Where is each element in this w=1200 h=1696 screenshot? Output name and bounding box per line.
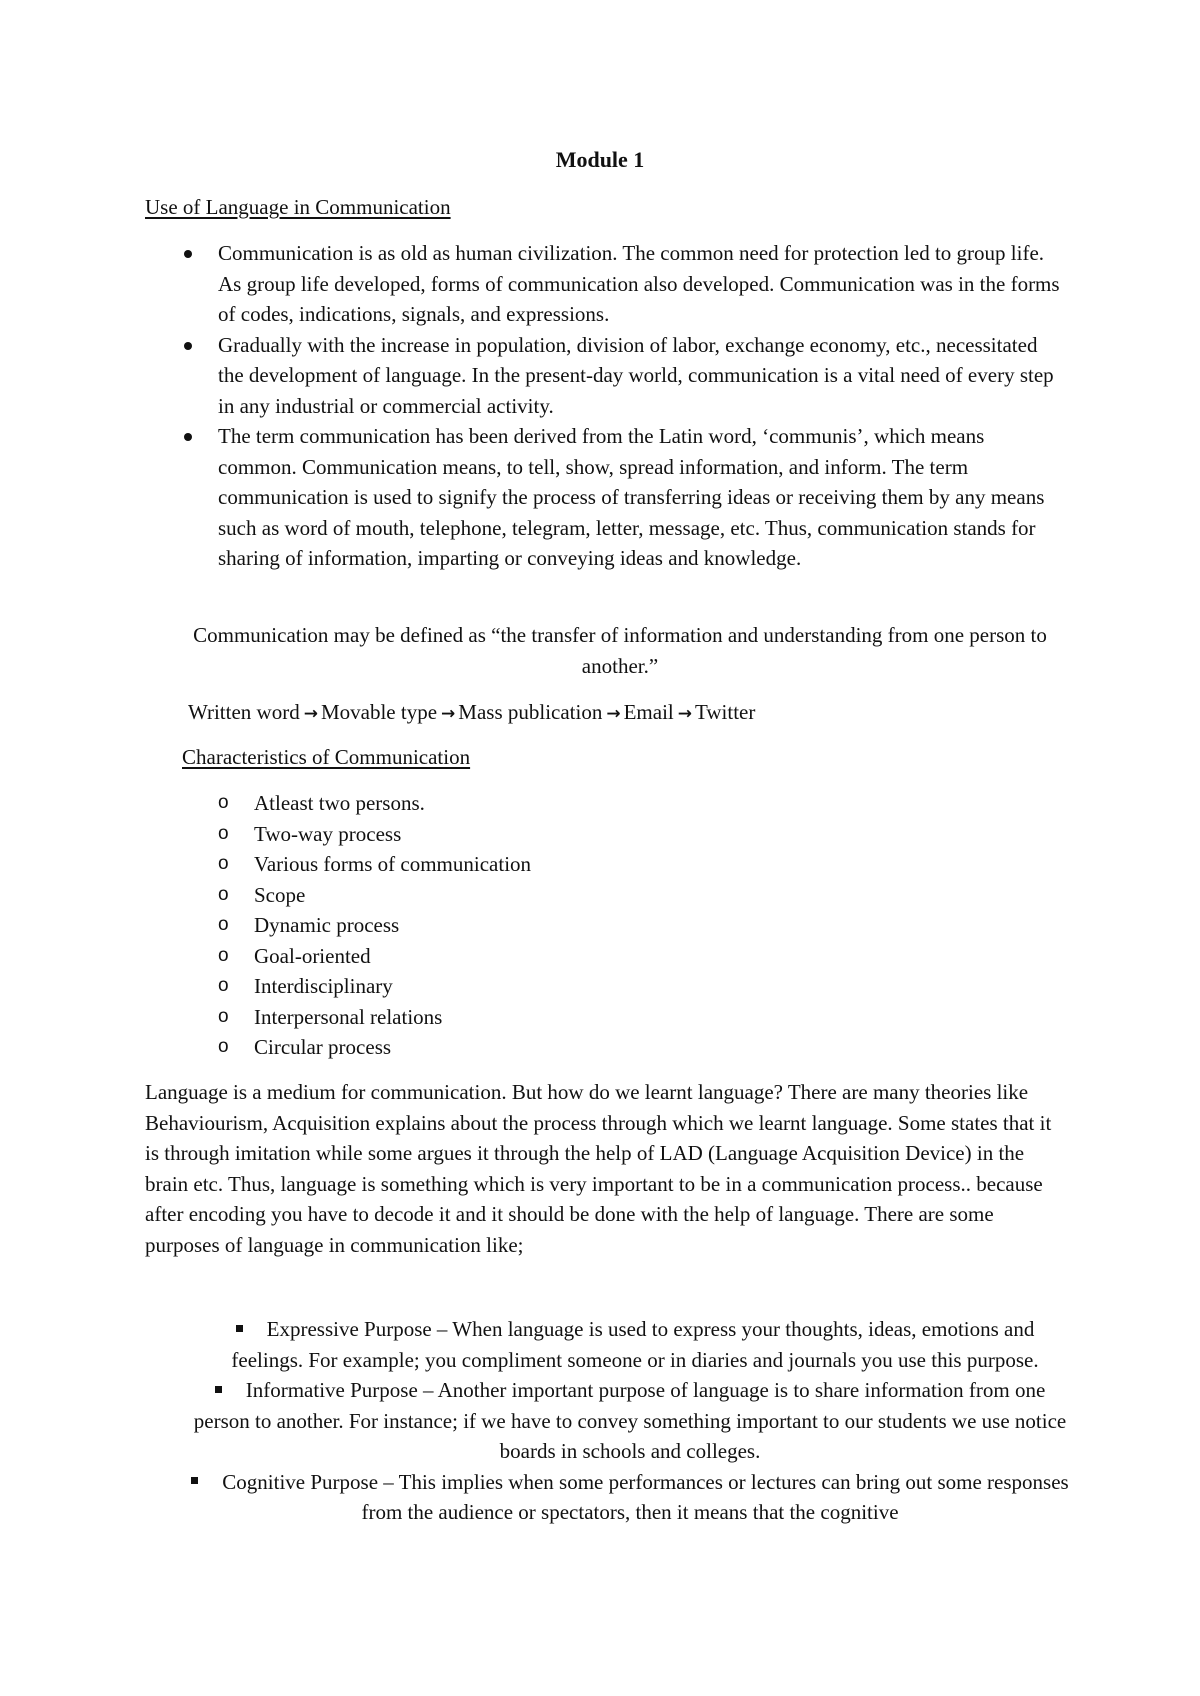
arrow-right-icon: →: [441, 704, 456, 724]
square-bullet-icon: [236, 1325, 243, 1332]
section-heading-characteristics: Characteristics of Communication: [182, 745, 471, 769]
list-item: o Scope: [254, 880, 531, 911]
purpose-text: Informative Purpose – Another important purpose of language is to share information from one person to another. For instance; if we have to convey something important to our students we use notice boards in schools and colleges.: [193, 1378, 1067, 1463]
purpose-text: Expressive Purpose – When language is used to express your thoughts, ideas, emotions and feelings. For example; you compliment someone or in diaries and journals you use this purpose.: [231, 1317, 1039, 1372]
circle-bullet-icon: o: [218, 792, 229, 813]
list-item: o Two-way process: [254, 819, 531, 850]
circle-bullet-icon: o: [218, 822, 229, 844]
purposes-list: [190, 1314, 1070, 1528]
characteristics-list: [218, 788, 532, 1063]
purpose-item: [190, 1375, 1070, 1467]
square-bullet-icon: [191, 1477, 198, 1484]
list-item: o Dynamic process: [254, 910, 531, 941]
list-item: o Interpersonal relations: [254, 1002, 531, 1033]
evolution-step: Twitter: [695, 700, 756, 724]
arrow-right-icon: →: [303, 704, 318, 724]
bullet-text: Gradually with the increase in population, division of labor, exchange economy, etc., necessitated the development of language. In the present-day world, communication is a vital need of every step in any industrial or commercial activity.: [218, 332, 1054, 418]
circle-bullet-icon: o: [218, 883, 229, 905]
circle-bullet-icon: o: [218, 975, 229, 996]
circle-bullet-icon: o: [218, 944, 229, 966]
circle-bullet-icon: o: [218, 853, 229, 874]
evolution-step: Mass publication: [458, 700, 603, 724]
arrow-right-icon: →: [677, 704, 693, 724]
evolution-step: Movable type: [320, 700, 438, 724]
list-item: o Circular process: [254, 1032, 531, 1063]
bullet-dot-icon: [184, 250, 192, 258]
square-bullet-icon: [215, 1386, 222, 1393]
list-item: o Atleast two persons.: [254, 788, 531, 819]
circle-bullet-icon: o: [218, 914, 229, 935]
definition-quote: Communication may be defined as “the transfer of information and understanding from one person to another.”: [193, 623, 1047, 678]
purpose-item: [190, 1314, 1070, 1375]
bullet-item: [218, 330, 1068, 422]
purpose-text: Cognitive Purpose – This implies when some performances or lectures can bring out some responses from the audience or spectators, then it means that the cognitive: [222, 1469, 1069, 1524]
list-item: o Various forms of communication: [254, 849, 531, 880]
bullet-dot-icon: [184, 433, 192, 441]
bullet-dot-icon: [184, 342, 192, 350]
list-item: o Interdisciplinary: [254, 971, 531, 1002]
bullet-item: [218, 238, 1068, 330]
bullet-item: [218, 421, 1068, 574]
circle-bullet-icon: o: [218, 1036, 229, 1057]
bullet-text: Communication is as old as human civilization. The common need for protection led to group life. As group life developed, forms of communication also developed. Communication was in the forms of codes, indications, signals, and expressions.: [218, 241, 1060, 326]
list-item: o Goal-oriented: [254, 941, 531, 972]
circle-bullet-icon: o: [218, 1005, 229, 1027]
communication-evolution-line: [188, 697, 755, 730]
intro-bullet-list: [218, 238, 1068, 574]
evolution-step: Email: [623, 700, 674, 724]
bullet-text: The term communication has been derived from the Latin word, ‘communis’, which means common. Communication means, to tell, show, spread information, and inform. The term communication is used to signify the process of transferring ideas or receiving them by any means such as word of mouth, telephone, telegram, letter, message, etc. Thus, communication stands for sharing of information, imparting or conveying ideas and knowledge.: [218, 424, 1045, 570]
purpose-item: [190, 1467, 1070, 1528]
language-paragraph: Language is a medium for communication. But how do we learnt language? There are many theories like Behaviourism, Acquisition explains about the process through which we learnt language. Some states that it is through imitation while some argues it through the help of LAD (Language Acquisition Device) in the brain etc. Thus, language is something which is very important to be in a communication process.. because after encoding you have to decode it and it should be done with the help of language. There are some purposes of language in communication like;: [145, 1080, 1052, 1257]
section-heading-use-of-language: Use of Language in Communication: [145, 195, 451, 219]
evolution-step: Written word: [188, 700, 300, 724]
arrow-right-icon: →: [606, 704, 621, 724]
page-title: Module 1: [555, 147, 645, 172]
